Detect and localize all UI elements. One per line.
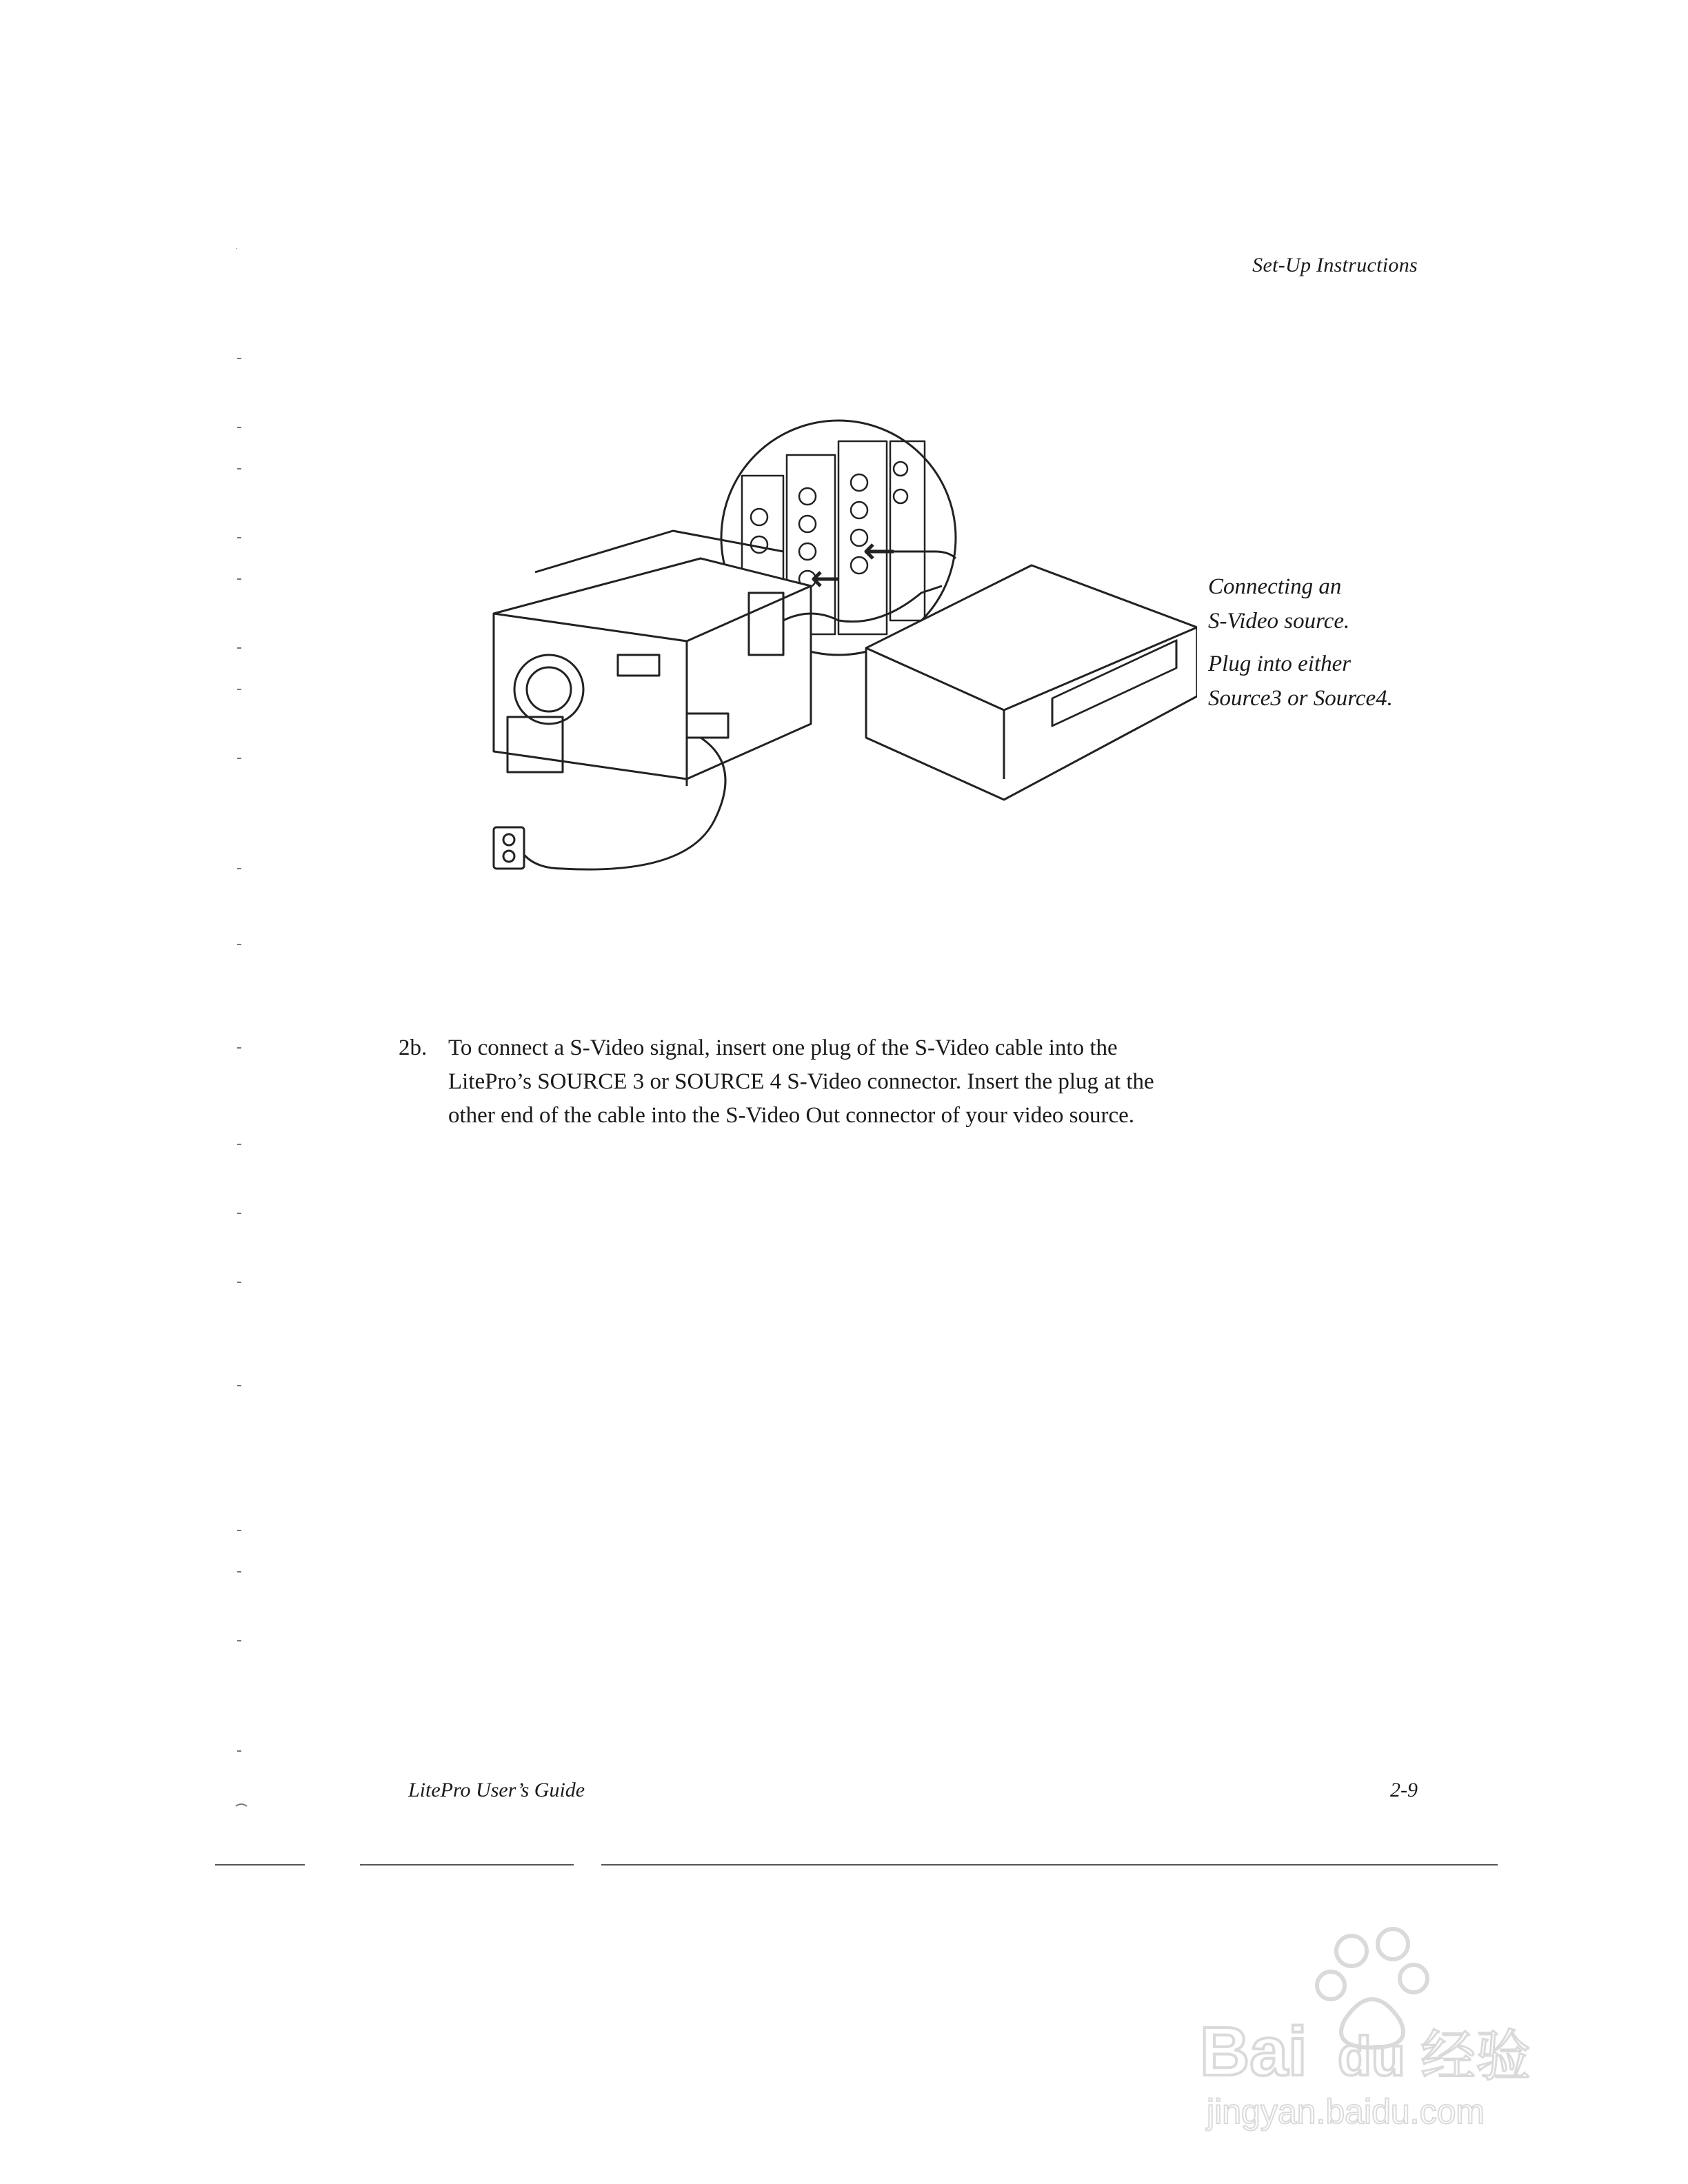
caption-line: S-Video source. [1208, 609, 1350, 634]
footer-book-title: LitePro User’s Guide [408, 1779, 585, 1801]
figure-caption [1208, 569, 1498, 724]
caption-line: Source3 or Source4. [1208, 686, 1393, 711]
bottom-rule [215, 1864, 1498, 1866]
caption-note [1208, 647, 1498, 716]
running-header: Set-Up Instructions [1252, 254, 1418, 276]
projector-vcr-diagram [480, 414, 1197, 924]
connection-illustration [480, 414, 1197, 924]
caption-line: Connecting an [1208, 574, 1342, 599]
watermark-brand-du: du [1338, 2025, 1405, 2087]
instruction-step [399, 1031, 1192, 1133]
caption-title [1208, 569, 1498, 638]
step-text: To connect a S-Video signal, insert one plug of the S-Video cable into the LitePro’s SOURCE 3 or SOURCE 4 S-Video connector. Insert the plug at the other end of the cable into the S-Video Out connector of your video source. [448, 1035, 1154, 1128]
watermark-url: jingyan.baidu.com [1207, 2092, 1485, 2131]
baidu-watermark [1186, 1903, 1572, 2144]
page-number: 2-9 [1390, 1779, 1418, 1801]
caption-line: Plug into either [1208, 651, 1352, 676]
watermark-brand-cn: 经验 [1420, 2024, 1531, 2088]
step-number: 2b. [399, 1035, 428, 1060]
watermark-logo [1186, 1903, 1572, 2144]
margin-ticks [234, 248, 248, 1834]
watermark-brand: Bai [1200, 2013, 1307, 2090]
